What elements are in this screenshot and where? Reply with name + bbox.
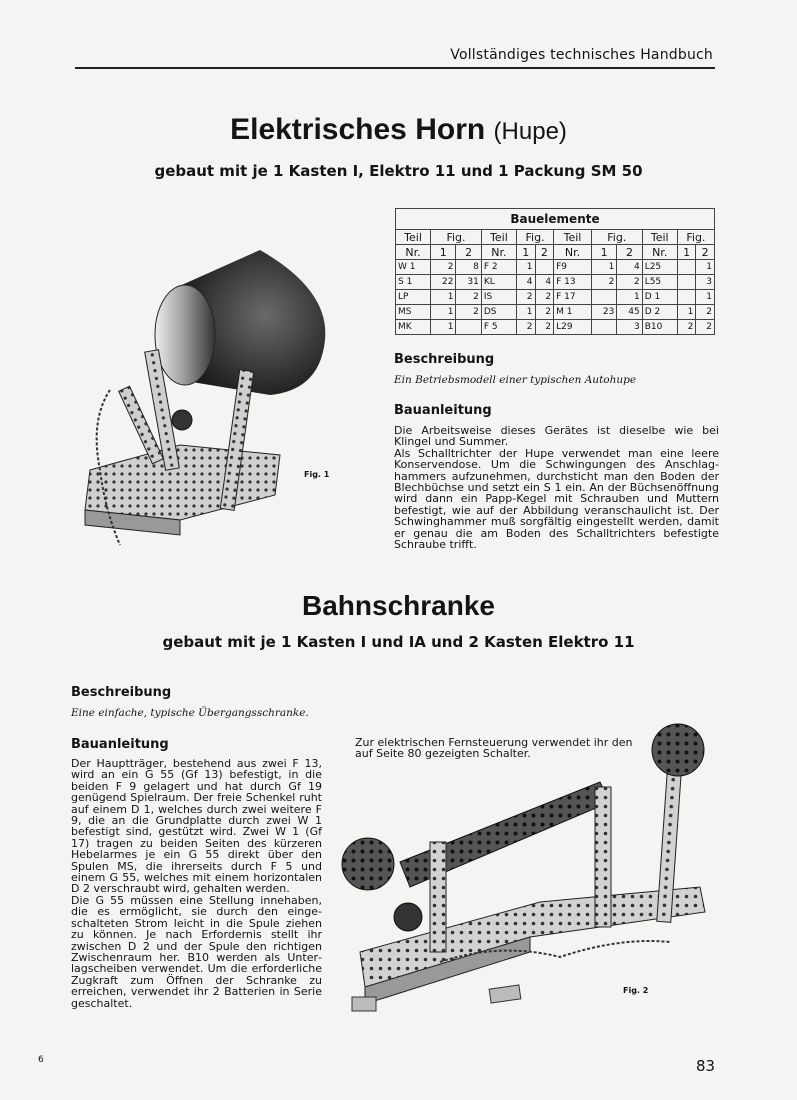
schranke-title: Bahnschranke	[302, 590, 495, 621]
parts-table-body	[396, 260, 715, 335]
col-fig-2: 2	[696, 245, 715, 260]
part-id-cell: F 2	[481, 260, 516, 275]
col-teil: Teil	[642, 230, 677, 245]
figure-1-label: Fig. 1	[304, 470, 330, 479]
horn-title-paren: (Hupe)	[493, 118, 567, 145]
table-row	[396, 320, 715, 335]
schranke-bauanleitung-text	[71, 758, 322, 1009]
table-row	[396, 290, 715, 305]
col-teil: Teil	[481, 230, 516, 245]
part-count-cell	[456, 320, 481, 335]
part-id-cell: IS	[481, 290, 516, 305]
part-count-cell: 1	[696, 290, 715, 305]
col-nr: Nr.	[554, 245, 592, 260]
part-count-cell: 4	[516, 275, 535, 290]
horn-bauanleitung-heading: Bauanleitung	[394, 403, 492, 418]
part-id-cell: S 1	[396, 275, 431, 290]
horn-beschreibung-text: Ein Betriebsmodell einer typischen Autohupe	[394, 374, 637, 386]
horn-title	[0, 113, 797, 147]
part-count-cell	[591, 290, 616, 305]
col-teil: Teil	[554, 230, 592, 245]
part-count-cell: 1	[431, 305, 456, 320]
part-count-cell: 2	[696, 305, 715, 320]
paragraph: Als Schalltrichter der Hupe verwendet man eine leere Konservendose. Um die Schwingungen des Anschlaghammers aufzunehmen, durchsticht man den Boden der Blechbüchse und setzt ein S 1 ein. An der Büchsenöffnung wird dann ein Papp-Kegel mit Schrauben und Muttern befestigt, wie auf der Abbildung veranschaulicht ist. Der Schwinghammer muß sorgfältig eingestellt werden, damit er genau die am Boden des Schalltrichters befestigte Schraube trifft.	[394, 446, 719, 552]
part-id-cell: L55	[642, 275, 677, 290]
part-count-cell: 1	[516, 305, 535, 320]
col-fig-1: 1	[516, 245, 535, 260]
part-id-cell: KL	[481, 275, 516, 290]
col-nr: Nr.	[642, 245, 677, 260]
part-count-cell: 2	[456, 305, 481, 320]
header-rule	[75, 67, 715, 69]
part-count-cell: 2	[677, 320, 696, 335]
part-count-cell: 8	[456, 260, 481, 275]
col-fig-1: 1	[677, 245, 696, 260]
col-teil: Teil	[396, 230, 431, 245]
col-fig: Fig.	[431, 230, 482, 245]
figure-2-label: Fig. 2	[623, 986, 649, 995]
part-id-cell: LP	[396, 290, 431, 305]
part-id-cell: L29	[554, 320, 592, 335]
part-count-cell: 1	[431, 290, 456, 305]
schranke-beschreibung-heading: Beschreibung	[71, 685, 172, 700]
part-id-cell: D 1	[642, 290, 677, 305]
part-count-cell: 2	[535, 290, 554, 305]
part-count-cell: 3	[617, 320, 642, 335]
part-count-cell: 22	[431, 275, 456, 290]
part-id-cell: DS	[481, 305, 516, 320]
part-count-cell: 1	[677, 305, 696, 320]
schranke-bauanleitung-heading: Bauanleitung	[71, 737, 169, 752]
part-count-cell: 3	[696, 275, 715, 290]
col-fig-2: 2	[456, 245, 481, 260]
part-id-cell: MS	[396, 305, 431, 320]
margin-mark: 6	[38, 1055, 44, 1065]
horn-bauanleitung-text	[394, 425, 719, 550]
part-id-cell: F 13	[554, 275, 592, 290]
horn-beschreibung-heading: Beschreibung	[394, 352, 495, 367]
col-fig-2: 2	[617, 245, 642, 260]
part-count-cell: 2	[535, 320, 554, 335]
parts-table-caption: Bauelemente	[396, 209, 715, 230]
part-id-cell: B10	[642, 320, 677, 335]
part-count-cell: 2	[696, 320, 715, 335]
part-count-cell	[591, 320, 616, 335]
horn-illustration	[70, 230, 330, 550]
part-count-cell: 2	[516, 290, 535, 305]
col-fig: Fig.	[677, 230, 714, 245]
col-fig: Fig.	[591, 230, 642, 245]
remote-control-note: Zur elektrischen Fernsteuerung verwendet ihr den auf Seite 80 gezeigten Schalter.	[355, 736, 633, 761]
part-id-cell: F 17	[554, 290, 592, 305]
table-row	[396, 275, 715, 290]
running-header: Vollständiges technisches Handbuch	[450, 47, 713, 63]
part-count-cell: 2	[516, 320, 535, 335]
part-count-cell: 31	[456, 275, 481, 290]
col-fig-2: 2	[535, 245, 554, 260]
part-id-cell: MK	[396, 320, 431, 335]
part-count-cell: 2	[617, 275, 642, 290]
part-count-cell: 1	[617, 290, 642, 305]
part-count-cell	[535, 260, 554, 275]
table-row	[396, 260, 715, 275]
part-count-cell: 4	[617, 260, 642, 275]
part-count-cell: 2	[591, 275, 616, 290]
part-count-cell: 4	[535, 275, 554, 290]
part-count-cell: 2	[456, 290, 481, 305]
part-count-cell: 2	[431, 260, 456, 275]
col-fig-1: 1	[591, 245, 616, 260]
part-count-cell	[677, 275, 696, 290]
parts-table	[395, 208, 715, 335]
schranke-subtitle: gebaut mit je 1 Kasten I und IA und 2 Kasten Elektro 11	[162, 633, 635, 651]
col-nr: Nr.	[396, 245, 431, 260]
part-count-cell: 1	[696, 260, 715, 275]
part-count-cell: 1	[431, 320, 456, 335]
part-id-cell: D 2	[642, 305, 677, 320]
col-nr: Nr.	[481, 245, 516, 260]
page-number: 83	[696, 1057, 716, 1075]
part-count-cell: 45	[617, 305, 642, 320]
paragraph: Der Hauptträger, bestehend aus zwei F 13, wird an ein G 55 (Gf 13) befestigt, in die beiden F 9 gelagert und hat durch Gf 19 genügend Spielraum. Der freie Schenkel ruht auf einem D 1, welches durch zwei weitere F 9, die an die Grundplatte durch zwei W 1 befestigt sind, gestützt wird. Zwei W 1 (Gf 17) tragen zu beiden Seiten des kürzeren Hebelarmes je ein G 55 direkt über den Spulen MS, die ihrerseits durch F 5 und einem G 55, welches mit einem horizontalen D 2 verschraubt wird, gehalten werden.	[71, 757, 322, 896]
col-fig-1: 1	[431, 245, 456, 260]
part-id-cell: F9	[554, 260, 592, 275]
horn-title-main: Elektrisches Horn	[230, 113, 486, 146]
part-count-cell: 2	[535, 305, 554, 320]
paragraph: Die G 55 müssen eine Stellung innehaben, die es ermöglicht, sie durch den eingeschalteten Strom leicht in die Spule ziehen zu können. Je nach Erfordernis stellt ihr zwischen D 2 und der Spule den richtigen Zwischenraum her. B10 werden als Unterlagscheiben verwendet. Um die erforderliche Zugkraft zum Öffnen der Schranke zu erreichen, verwendet ihr 2 Batterien in Serie geschaltet.	[71, 893, 322, 1010]
table-row	[396, 305, 715, 320]
schranke-beschreibung-text: Eine einfache, typische Übergangsschranke.	[71, 707, 309, 719]
part-id-cell: F 5	[481, 320, 516, 335]
part-count-cell: 23	[591, 305, 616, 320]
part-count-cell	[677, 260, 696, 275]
part-count-cell: 1	[591, 260, 616, 275]
col-fig: Fig.	[516, 230, 553, 245]
barrier-illustration	[340, 712, 740, 1057]
part-id-cell: M 1	[554, 305, 592, 320]
horn-subtitle: gebaut mit je 1 Kasten I, Elektro 11 und 1 Packung SM 50	[154, 162, 643, 180]
part-count-cell: 1	[516, 260, 535, 275]
part-count-cell	[677, 290, 696, 305]
part-id-cell: W 1	[396, 260, 431, 275]
part-id-cell: L25	[642, 260, 677, 275]
paragraph: Die Arbeitsweise dieses Gerätes ist dieselbe wie bei Klingel und Summer.	[394, 424, 719, 449]
